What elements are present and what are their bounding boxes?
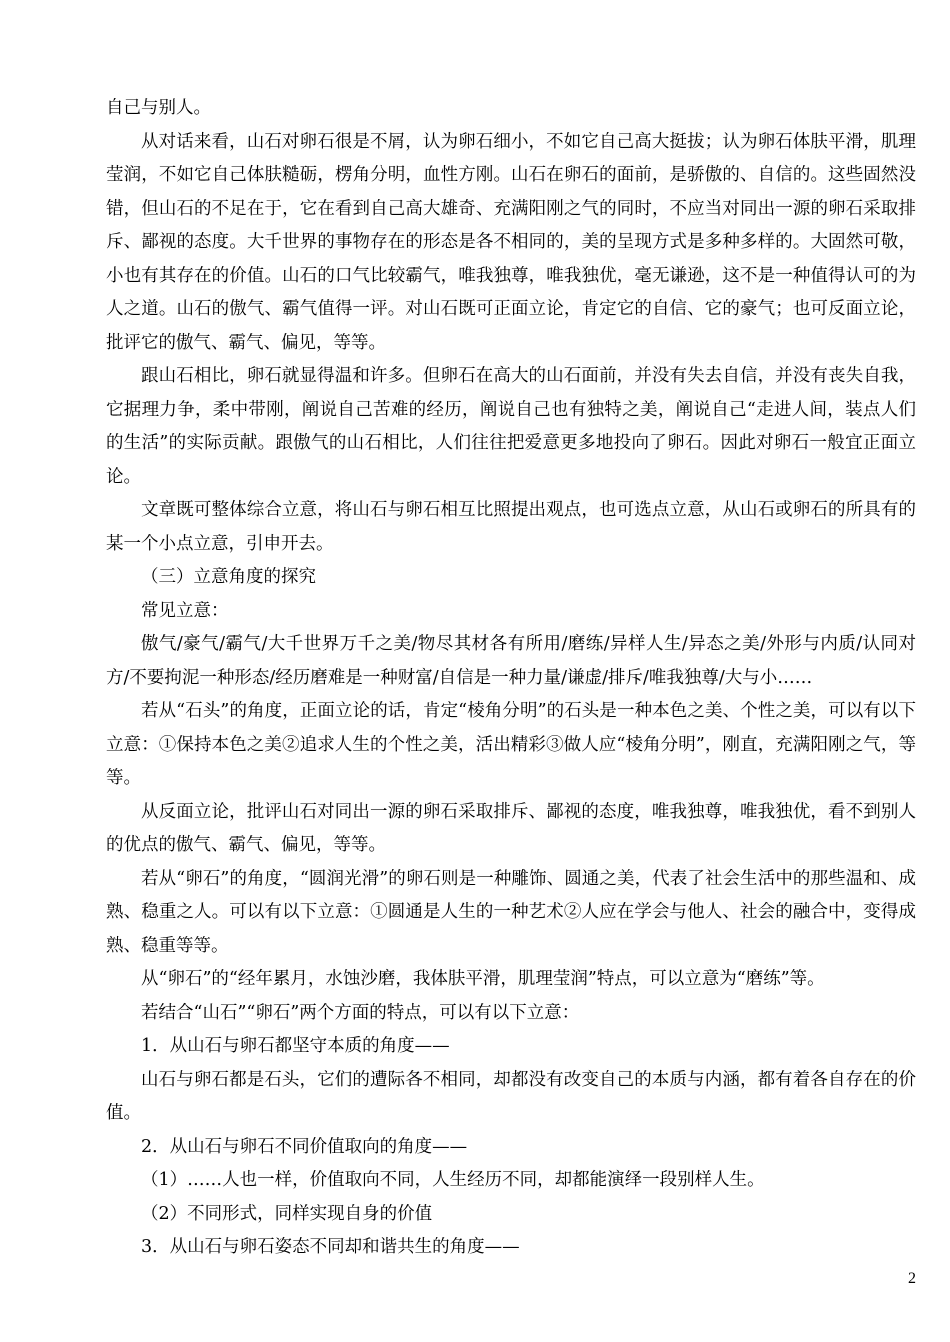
paragraph: 常见立意： <box>141 600 229 621</box>
paragraph: 若从“卵石”的角度，“圆润光滑”的卵石则是一种雕饰、圆通之美，代表了社会生活中的那些温和、成熟、稳重之人。可以有以下立意：①圆通是人生的一种艺术②人应在学会与他人、社会的融合中，变得成熟、稳重等等。 <box>106 868 916 956</box>
list-item: （1）……人也一样，价值取向不同，人生经历不同，却都能演绎一段别样人生。 <box>141 1170 765 1190</box>
paragraph: 从反面立论，批评山石对同出一源的卵石采取排斥、鄙视的态度，唯我独尊，唯我独优，看不到别人的优点的傲气、霸气、偏见，等等。 <box>106 801 916 855</box>
paragraph: 跟山石相比，卵石就显得温和许多。但卵石在高大的山石面前，并没有失去自信，并没有丧失自我，它据理力争，柔中带刚，阐说自己苦难的经历，阐说自己也有独特之美，阐说自己“走进人间，装点人们的生活”的实际贡献。跟傲气的山石相比，人们往往把爱意更多地投向了卵石。因此对卵石一般宜正面立论。 <box>106 366 916 487</box>
paragraph: 傲气/豪气/霸气/大千世界万千之美/物尽其材各有所用/磨练/异样人生/异态之美/外形与内质/认同对方/不要拘泥一种形态/经历磨难是一种财富/自信是一种力量/谦虚/排斥/唯我独尊/大与小…… <box>106 634 916 688</box>
page-number: 2 <box>908 1270 916 1287</box>
list-heading: 1．从山石与卵石都坚守本质的角度—— <box>141 1036 450 1056</box>
paragraph: 山石与卵石都是石头，它们的遭际各不相同，却都没有改变自己的本质与内涵，都有着各自存在的价值。 <box>106 1069 916 1123</box>
list-item: （2）不同形式，同样实现自身的价值 <box>141 1203 433 1224</box>
paragraph: 若从“石头”的角度，正面立论的话，肯定“棱角分明”的石头是一种本色之美、个性之美，可以有以下立意：①保持本色之美②追求人生的个性之美，活出精彩③做人应“棱角分明”，刚直，充满阳刚之气，等等。 <box>106 701 916 788</box>
paragraph: 自己与别人。 <box>106 98 211 118</box>
paragraph: 从对话来看，山石对卵石很是不屑，认为卵石细小，不如它自己高大挺拔；认为卵石体肤平滑，肌理莹润，不如它自己体肤糙砺，楞角分明，血性方刚。山石在卵石的面前，是骄傲的、自信的。这些固然没错，但山石的不足在于，它在看到自己高大雄奇、充满阳刚之气的同时，不应当对同出一源的卵石采取排斥、鄙视的态度。大千世界的事物存在的形态是各不相同的，美的呈现方式是多种多样的。大固然可敬，小也有其存在的价值。山石的口气比较霸气，唯我独尊，唯我独优，毫无谦逊，这不是一种值得认可的为人之道。山石的傲气、霸气值得一评。对山石既可正面立论，肯定它的自信、它的豪气；也可反面立论，批评它的傲气、霸气、偏见，等等。 <box>106 131 916 353</box>
document-body <box>106 92 916 1265</box>
paragraph: 文章既可整体综合立意，将山石与卵石相互比照提出观点，也可选点立意，从山石或卵石的所具有的某一个小点立意，引申开去。 <box>106 500 916 554</box>
list-heading: 2．从山石与卵石不同价值取向的角度—— <box>141 1136 468 1157</box>
paragraph: 从“卵石”的“经年累月，水蚀沙磨，我体肤平滑，肌理莹润”特点，可以立意为“磨练”等。 <box>141 969 825 989</box>
list-heading: 3．从山石与卵石姿态不同却和谐共生的角度—— <box>141 1237 520 1257</box>
section-heading: （三）立意角度的探究 <box>141 567 316 587</box>
paragraph: 若结合“山石”“卵石”两个方面的特点，可以有以下立意： <box>141 1002 580 1023</box>
